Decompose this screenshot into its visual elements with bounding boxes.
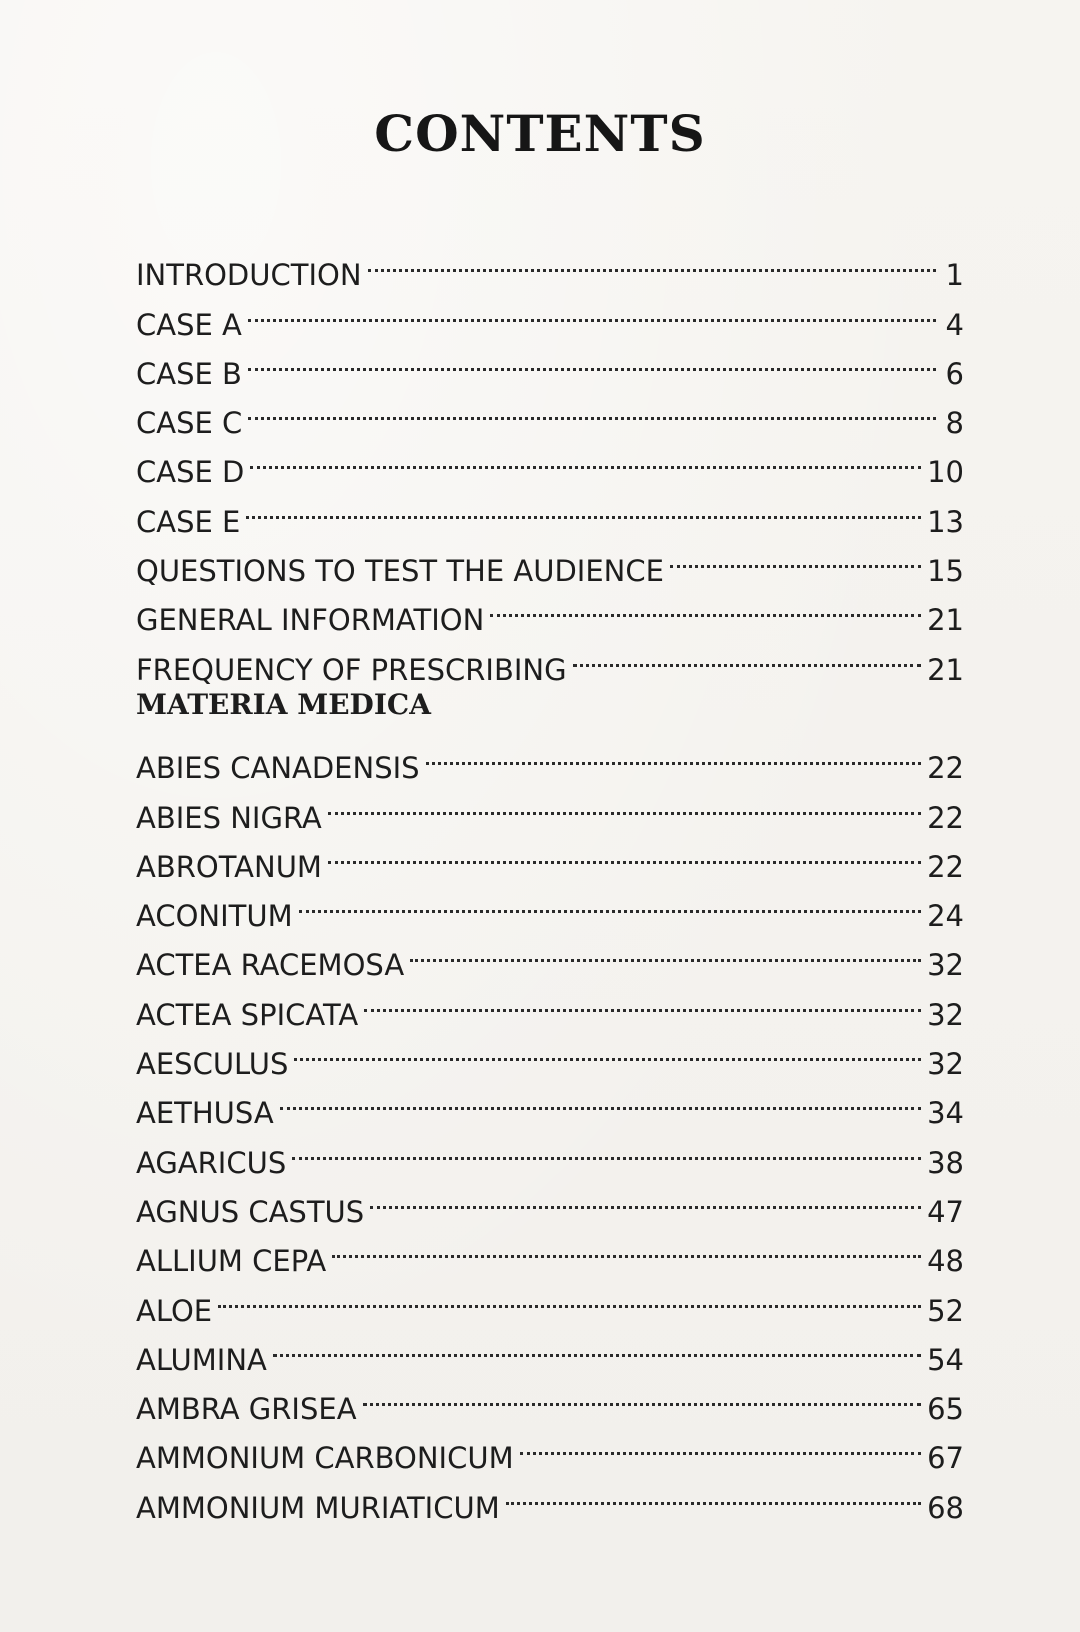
dot-leader (490, 581, 921, 630)
dot-leader (299, 877, 921, 926)
toc-entry-label: ACTEA SPICATA (136, 997, 359, 1032)
dot-leader (363, 1370, 922, 1419)
toc-entry-page-number: 38 (927, 1145, 964, 1180)
toc-entry-label: ALLIUM CEPA (136, 1244, 327, 1279)
dot-leader (332, 1222, 921, 1271)
dot-leader (246, 482, 921, 531)
toc-entry-label: AESCULUS (136, 1047, 289, 1082)
toc-entry (136, 482, 964, 539)
dot-leader (368, 236, 936, 285)
toc-entry-page-number: 10 (927, 455, 964, 490)
dot-leader (328, 778, 921, 827)
toc-entry-label: GENERAL INFORMATION (136, 603, 485, 638)
toc-entry (136, 236, 964, 293)
toc-entry-label: ABROTANUM (136, 849, 322, 884)
dot-leader (426, 729, 922, 778)
toc-entry-label: AGNUS CASTUS (136, 1194, 365, 1229)
toc-entry-page-number: 8 (945, 406, 964, 441)
dot-leader (370, 1173, 921, 1222)
toc-entry-page-number: 32 (927, 1047, 964, 1082)
toc-entry-label: AGARICUS (136, 1145, 287, 1180)
toc-entry-label: ABIES NIGRA (136, 800, 322, 835)
dot-leader (328, 828, 921, 877)
toc-entry (136, 532, 964, 589)
dot-leader (292, 1123, 921, 1172)
toc-entry-page-number: 47 (927, 1194, 964, 1229)
dot-leader (273, 1321, 921, 1370)
toc-entry-page-number: 4 (945, 307, 964, 342)
toc-entry-label: ALUMINA (136, 1342, 267, 1377)
toc-entry (136, 335, 964, 391)
toc-entry (136, 433, 964, 490)
toc-entry-page-number: 22 (927, 751, 964, 786)
toc-entry-page-number: 13 (927, 504, 964, 539)
toc-entry-label: INTRODUCTION (136, 258, 362, 293)
toc-entry-label: ACONITUM (136, 899, 293, 934)
toc-entry-page-number: 68 (927, 1490, 964, 1525)
dot-leader (248, 384, 936, 433)
toc-entry-page-number: 52 (927, 1293, 964, 1328)
toc-entry-label: CASE B (136, 356, 242, 391)
toc-entry-page-number: 34 (927, 1096, 964, 1131)
dot-leader (506, 1468, 921, 1517)
toc-entry-page-number: 32 (927, 997, 964, 1032)
toc-entry-label: AMMONIUM CARBONICUM (136, 1441, 514, 1476)
toc-entry (136, 1321, 964, 1377)
toc-entry (136, 384, 964, 441)
table-of-contents (136, 236, 964, 1525)
toc-entry-page-number: 6 (945, 356, 964, 391)
dot-leader (280, 1074, 921, 1123)
toc-entry-label: FREQUENCY OF PRESCRIBING (136, 652, 567, 687)
toc-entry-label: CASE E (136, 504, 241, 539)
toc-entry-page-number: 54 (927, 1342, 964, 1377)
toc-entry-label: CASE C (136, 406, 243, 441)
toc-entry-label: AETHUSA (136, 1096, 274, 1131)
dot-leader (248, 285, 936, 334)
dot-leader (218, 1271, 921, 1320)
toc-entry-label: ACTEA RACEMOSA (136, 948, 405, 983)
toc-entry (136, 285, 964, 342)
dot-leader (248, 335, 936, 384)
toc-entry-label: ALOE (136, 1293, 213, 1328)
toc-entry-page-number: 21 (927, 603, 964, 638)
toc-entry-label: AMBRA GRISEA (136, 1392, 357, 1427)
toc-entry-page-number: 48 (927, 1244, 964, 1279)
toc-entry (136, 729, 964, 786)
toc-entry-page-number: 67 (927, 1441, 964, 1476)
toc-entry-label: CASE D (136, 455, 245, 490)
toc-entry-label: MATERIA MEDICA (136, 687, 431, 721)
dot-leader (410, 926, 921, 975)
toc-entry-page-number: 15 (927, 554, 964, 589)
toc-entry-page-number: 24 (927, 899, 964, 934)
toc-entry (136, 1271, 964, 1328)
toc-entry-label: ABIES CANADENSIS (136, 751, 420, 786)
dot-leader (670, 532, 921, 581)
page-title: CONTENTS (374, 104, 706, 163)
toc-entry-label: CASE A (136, 307, 242, 342)
toc-entry-page-number: 22 (927, 849, 964, 884)
toc-entry-page-number: 32 (927, 948, 964, 983)
toc-entry-label: QUESTIONS TO TEST THE AUDIENCE (136, 554, 664, 589)
toc-entry-page-number: 22 (927, 800, 964, 835)
dot-leader (250, 433, 921, 482)
toc-entry-page-number: 65 (927, 1392, 964, 1427)
dot-leader (520, 1419, 921, 1468)
dot-leader (364, 975, 921, 1024)
toc-entry-label: AMMONIUM MURIATICUM (136, 1490, 500, 1525)
dot-leader (294, 1025, 921, 1074)
dot-leader (573, 630, 922, 679)
toc-entry-page-number: 21 (927, 652, 964, 687)
toc-entry-page-number: 1 (945, 258, 964, 293)
